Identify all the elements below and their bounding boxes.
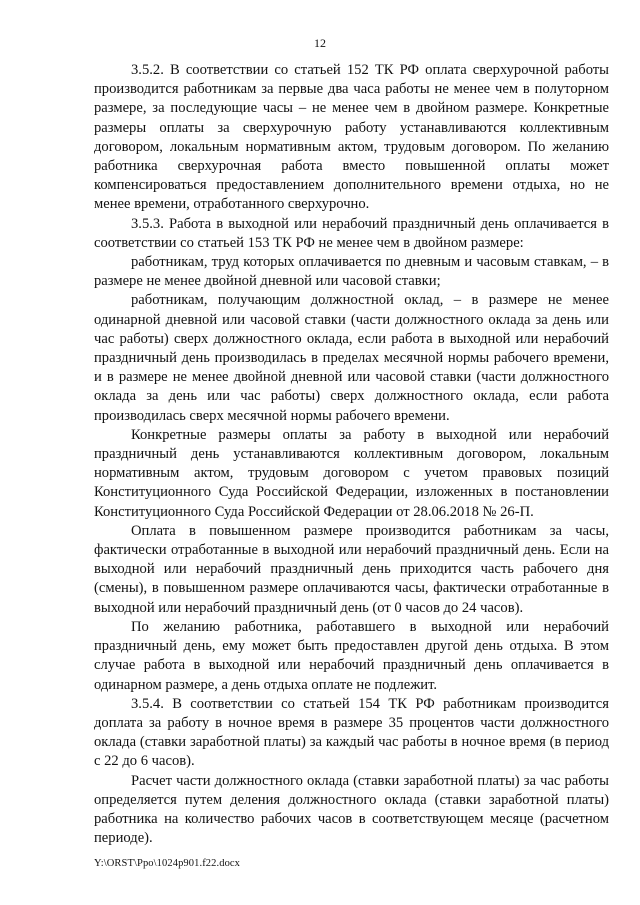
- paragraph-increased-pay: Оплата в повышенном размере производится работникам за часы, фактически отработанные в выходной или нерабочий праздничный день. Если на выходной или нерабочий праздничный день приходится часть рабочего дня (смены), в повышенном размере оплачиваются часы, фактически отработанные в выходной или нерабочий праздничный день (от 0 часов до 24 часов).: [94, 522, 609, 616]
- paragraph-3-5-2: 3.5.2. В соответствии со статьей 152 ТК РФ оплата сверхурочной работы производится работникам за первые два часа работы не менее чем в полуторном размере, за последующие часы – не менее чем в двойном размере. Конкретные размеры оплаты за сверхурочную работу устанавливаются коллективным договором, локальным нормативным актом, трудовым договором. По желанию работника сверхурочная работа вместо повышенной оплаты может компенсироваться предоставлением дополнительного времени отдыха, но не менее времени, отработанного сверхурочно.: [94, 62, 609, 213]
- paragraph-hourly-workers: работникам, труд которых оплачивается по дневным и часовым ставкам, – в размере не менее двойной дневной или часовой ставки;: [94, 254, 609, 290]
- paragraph-3-5-4: 3.5.4. В соответствии со статьей 154 ТК РФ работникам производится доплата за работу в ночное время в размере 35 процентов части должностного оклада (ставки заработной платы) за каждый час работы в ночное время (в период с 22 до 6 часов).: [94, 695, 609, 770]
- paragraph-day-off-option: По желанию работника, работавшего в выходной или нерабочий праздничный день, ему может быть предоставлен другой день отдыха. В этом случае работа в выходной или нерабочий праздничный день оплачивается в одинарном размере, а день отдыха оплате не подлежит.: [94, 618, 609, 693]
- paragraph-salaried-workers: работникам, получающим должностной оклад, – в размере не менее одинарной дневной или часовой ставки (части должностного оклада за день или час работы) сверх должностного оклада, если работа в выходной или нерабочий праздничный день производилась в пределах месячной нормы рабочего времени, и в размере не менее двойной дневной или часовой ставки (части должностного оклада за день или час работы) сверх должностного оклада, если работа производилась сверх месячной нормы рабочего времени.: [94, 292, 609, 424]
- page-number: 12: [314, 36, 326, 50]
- document-body: [94, 61, 609, 848]
- paragraph-3-5-3: 3.5.3. Работа в выходной или нерабочий праздничный день оплачивается в соответствии со статьей 153 ТК РФ не менее чем в двойном размере:: [94, 215, 609, 251]
- paragraph-specific-amounts: Конкретные размеры оплаты за работу в выходной или нерабочий праздничный день устанавливаются коллективным договором, локальным нормативным актом, трудовым договором с учетом правовых позиций Конституционного Суда Российской Федерации, изложенных в постановлении Конституционного Суда Российской Федерации от 28.06.2018 № 26-П.: [94, 426, 609, 520]
- footer-file-path: Y:\ORST\Ppo\1024p901.f22.docx: [94, 858, 241, 869]
- paragraph-hourly-rate-calculation: Расчет части должностного оклада (ставки заработной платы) за час работы определяется путем деления должностного оклада (ставки заработной платы) работника на количество рабочих часов в соответствующем месяце (расчетном периоде).: [94, 772, 609, 847]
